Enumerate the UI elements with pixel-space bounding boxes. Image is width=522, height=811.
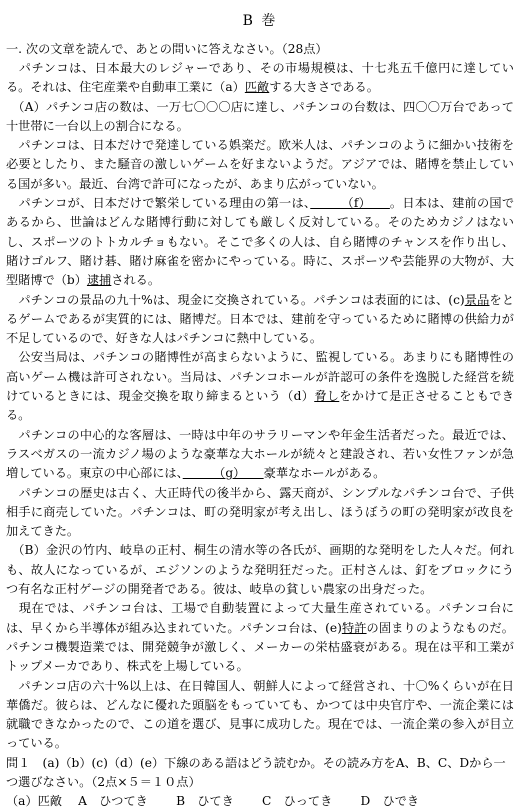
paragraph-text: 豪華なホールがある。 xyxy=(263,466,386,481)
page-title: B 巻 xyxy=(242,13,278,29)
question-1-options: （a）匹敵 A ひつてき B ひてき C ひってき D ひでき xyxy=(6,793,420,808)
section-instruction: 一. 次の文章を読んで、あとの問いに答えなさい。（28点） xyxy=(6,42,328,56)
paragraph-text: パチンコの歴史は古く、大正時代の後半から、露天商が、シンプルなパチンコ台で、子供相手に商売していた。パチンコは、町の発明家が考え出し、ほうぼうの町の発明家が改良を加えてきた。 xyxy=(6,485,514,539)
passage-paragraph xyxy=(6,426,514,484)
passage-paragraph xyxy=(6,484,514,542)
passage-paragraph xyxy=(6,98,514,137)
paragraph-text: 現在では、パチンコ台は、工場で自動装置によって大量生産されている。パチンコ台には、早くから半導体が組み込まれていた。パチンコ台は、(e) xyxy=(6,601,514,635)
reading-passage xyxy=(6,59,514,754)
underlined-term: （f） xyxy=(310,196,390,211)
paragraph-text: 公安当局は、パチンコの賭博性が高まらないように、監視している。あまりにも賭博性の高いゲーム機は許可されない。当局は、パチンコホールが許認可の条件を逸脱した経営を続けているときには、現金交換を取り締まるという（d） xyxy=(6,350,514,404)
paragraph-text: パチンコ店の六十%以上は、在日韓国人、朝鮮人によって経営され、十〇%くらいが在日華僑だ。彼らは、どんなに優れた頭脳をもっていても、かつては中央官庁や、一流企業には就職できなかったので、この道を選び、見事に成功した。現在では、一流企業の参入が目立っている。 xyxy=(6,678,514,751)
paragraph-text: の固まりのようなものだ。パチンコ機製造業では、開発競争が激しく、メーカーの栄枯盛衰がある。現在は平和工業がトップメーカであり、株式を上場している。 xyxy=(6,620,514,674)
paragraph-text: （A）パチンコ店の数は、一万七〇〇〇店に達し、パチンコの台数は、四〇〇万台であって十世帯に一台以上の割合になる。 xyxy=(6,99,514,133)
underlined-term: 脅し xyxy=(314,389,340,404)
passage-paragraph xyxy=(6,677,514,754)
underlined-term: 特許 xyxy=(341,620,367,635)
paragraph-text: 。日本は、建前の国であるから、世論はどんな賭博行動に対しても厳しく反対している。そのためカジノはないし、スポーツのトトカルチョもない。そこで多くの人は、自ら賭博のチャンスを作り出し、賭けゴルフ、賭け碁、賭け麻雀を密かにやっている。時に、スポーツや芸能界の大物が、大型賭博で（b） xyxy=(6,196,515,288)
passage-paragraph xyxy=(6,194,514,290)
paragraph-text: パチンコは、日本最大のレジャーであり、その市場規模は、十七兆五千億円に達している。それは、住宅産業や自動車工業に（a） xyxy=(6,61,514,95)
passage-paragraph xyxy=(6,541,514,599)
underlined-term: 逮捕 xyxy=(86,273,112,288)
paragraph-text: パチンコが、日本だけで繁栄している理由の第一は、 xyxy=(6,196,311,211)
underlined-term: （g） xyxy=(182,466,264,481)
paragraph-text: パチンコは、日本だけで発達している娯楽だ。欧米人は、パチンコのように細かい技術を必要としたり、また騒音の激しいゲームを好まないようだ。アジアでは、賭博を禁止している国が多い。最近、台湾で許可になったが、あまり広がっていない。 xyxy=(6,138,514,191)
paragraph-text: （B）金沢の竹内、岐阜の正村、桐生の清水等の各氏が、画期的な発明をした人々だ。何れも、故人になっているが、エジソンのような発明狂だった。正村さんは、釘をブロックにうつ有名な正村ゲージの開発者である。彼は、岐阜の貧しい農家の出身だった。 xyxy=(6,543,514,597)
underlined-term: 景品 xyxy=(464,292,490,307)
passage-paragraph xyxy=(6,348,514,425)
paragraph-text: をかけて是正させることもできる。 xyxy=(6,389,514,423)
passage-paragraph xyxy=(6,599,514,676)
underlined-term: 匹敵 xyxy=(244,80,270,95)
paragraph-text: をとるゲームであるが実質的には、賭博だ。日本では、建前を守っているために賭博の供給力が不足しているので、好きな人はパチンコに熱中している。 xyxy=(6,292,515,346)
paragraph-text: する大きさである。 xyxy=(269,80,379,95)
paragraph-text: パチンコの中心的な客層は、一時は中年のサラリーマンや年金生活者だった。最近では、ラスベガスの一流カジノ場のような豪華な大ホールが続々と建設され、若い女性ファンが急増している。東京の中心部には、 xyxy=(6,427,514,481)
paragraph-text: パチンコの景品の九十%は、現金に交換されている。パチンコは表面的には、(c) xyxy=(6,292,465,307)
question-1: 問１ (a)（b）(c)（d）(e）下線のある語はどう読むか。その読み方をA、B、C、Dから一つ選びなさい。（2点×５＝１０点） xyxy=(6,755,506,789)
passage-paragraph xyxy=(6,136,514,194)
paragraph-text: される。 xyxy=(111,273,161,288)
passage-paragraph xyxy=(6,291,514,349)
passage-paragraph xyxy=(6,59,514,98)
